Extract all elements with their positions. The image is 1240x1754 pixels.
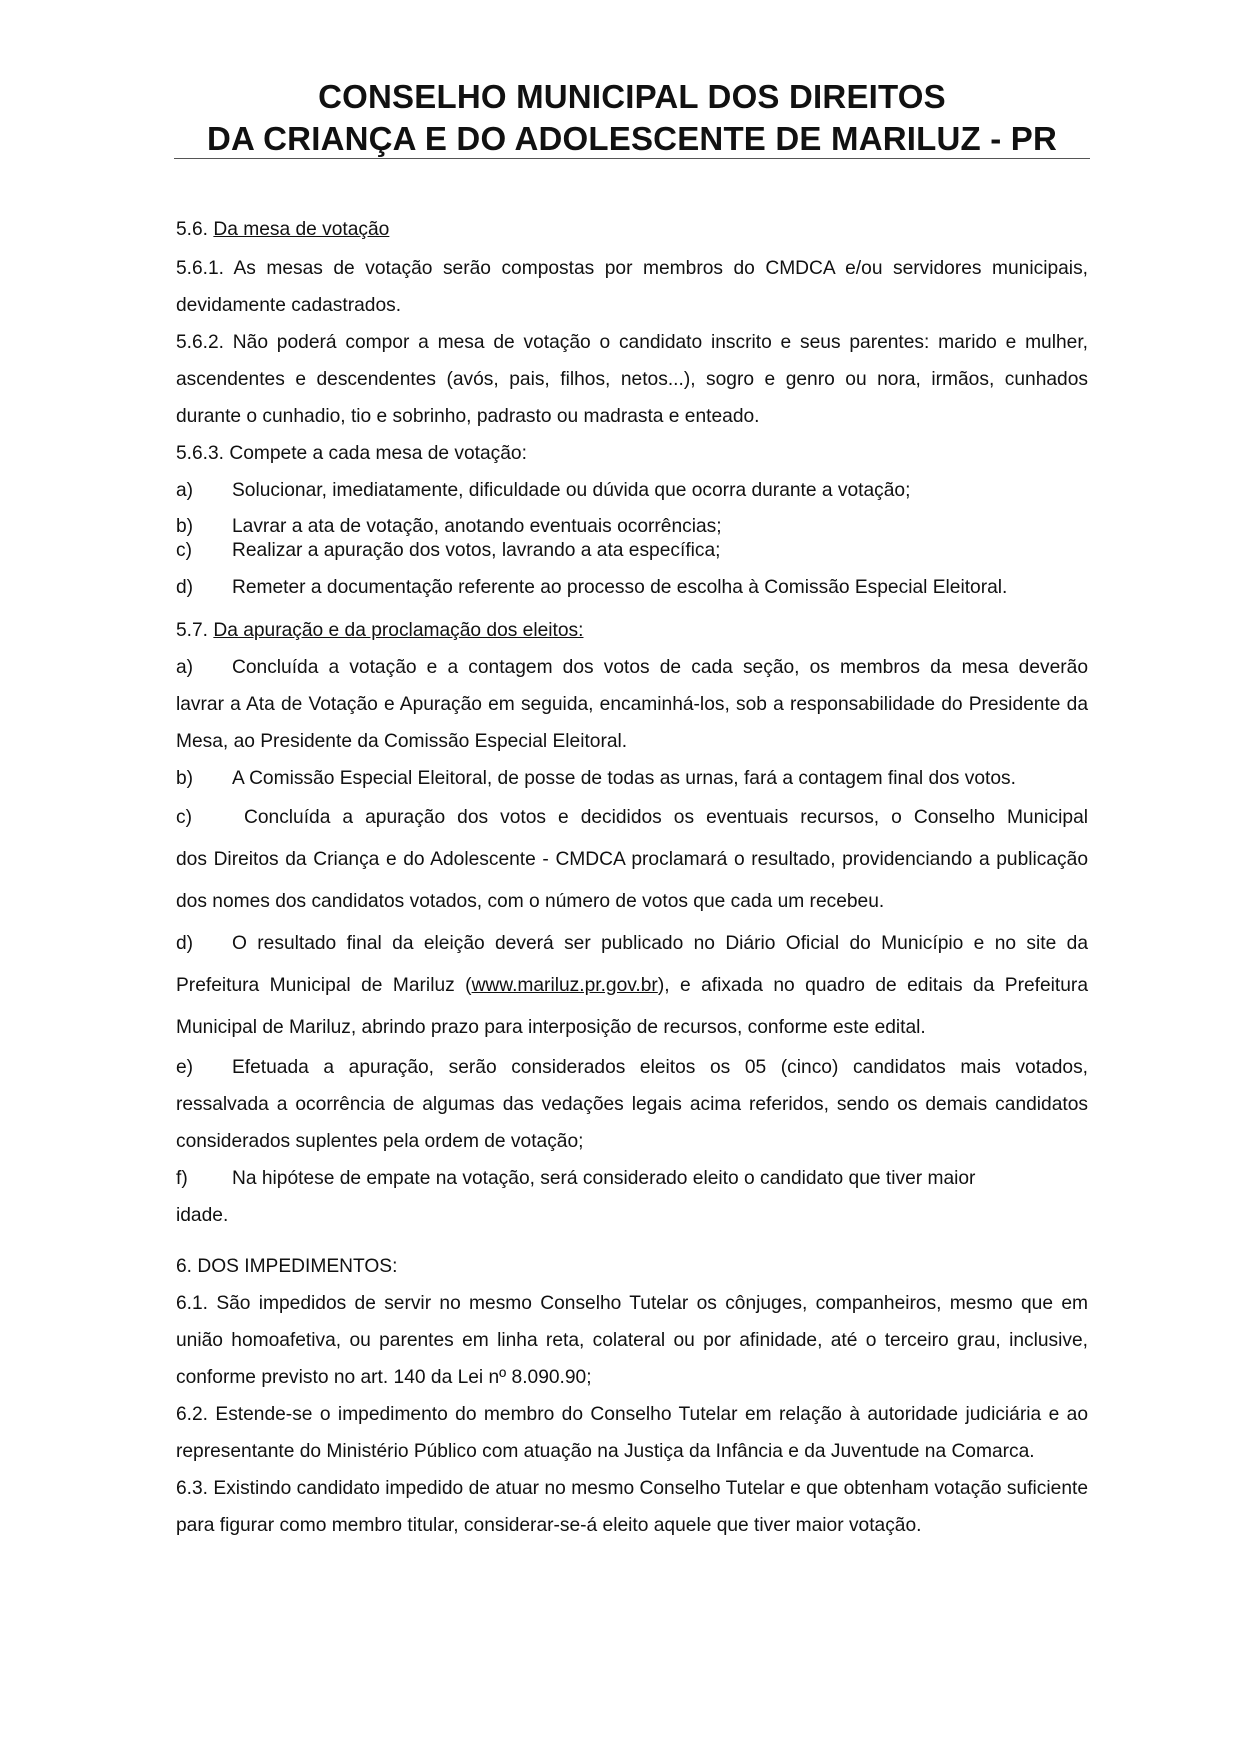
document-header (174, 76, 1090, 160)
list-marker: e) (176, 1057, 194, 1078)
list-marker: c) (176, 540, 192, 561)
item-5-7-a (176, 649, 1088, 760)
section-number: 5.7. (176, 620, 209, 641)
list-item-a (176, 472, 1088, 509)
list-marker: d) (176, 933, 194, 954)
section-5-6-heading (176, 214, 1088, 246)
item-continuation: dos Direitos da Criança e do Adolescente - CMDCA proclamará o resultado, providenciando a publicação dos nomes dos candidatos votados, com o número de votos que cada um recebeu. (176, 849, 1088, 912)
paragraph-6-3: 6.3. Existindo candidato impedido de atuar no mesmo Conselho Tutelar e que obtenham votação suficiente para figurar como membro titular, considerar-se-á eleito aquele que tiver maior votação. (176, 1478, 1088, 1536)
list-item-c (176, 539, 1088, 563)
item-5-7-e (176, 1049, 1088, 1160)
item-continuation: lavrar a Ata de Votação e Apuração em seguida, encaminhá-los, sob a responsabilidade do Presidente da Mesa, ao Presidente da Comissão Especial Eleitoral. (176, 694, 1088, 752)
list-item-b (176, 515, 1088, 539)
item-first-line (176, 1049, 1088, 1086)
item-5-7-b (176, 760, 1088, 797)
paragraph-6-2: 6.2. Estende-se o impedimento do membro do Conselho Tutelar em relação à autoridade judiciária e ao representante do Ministério Público com atuação na Justiça da Infância e da Juventude na Comarca. (176, 1404, 1088, 1462)
paragraph-6-1: 6.1. São impedidos de servir no mesmo Conselho Tutelar os cônjuges, companheiros, mesmo que em união homoafetiva, ou parentes em linha reta, colateral ou por afinidade, até o terceiro grau, inclusive, conforme previsto no art. 140 da Lei nº 8.090.90; (176, 1293, 1088, 1388)
list-marker: c) (176, 807, 192, 828)
item-continuation (176, 965, 1088, 1049)
website-link[interactable]: www.mariluz.pr.gov.br (471, 975, 658, 996)
list-marker: b) (176, 768, 194, 789)
item-first-line (176, 797, 1088, 839)
list-text: Na hipótese de empate na votação, será considerado eleito o candidato que tiver maior (232, 1168, 976, 1189)
item-continuation: ressalvada a ocorrência de algumas das vedações legais acima referidos, sendo os demais candidatos considerados suplentes pela ordem de votação; (176, 1094, 1088, 1152)
paragraph-5-6-3: 5.6.3. Compete a cada mesa de votação: (176, 443, 527, 464)
list-text: Lavrar a ata de votação, anotando eventuais ocorrências; (232, 516, 722, 537)
item-first-line (176, 923, 1088, 965)
item-text-part: ), e afixada no quadro de editais da Prefeitura Municipal de Mariluz, abrindo prazo para interposição de recursos, conforme este edital. (176, 975, 1088, 1038)
item-first-line (176, 1160, 1088, 1197)
item-5-7-c (176, 797, 1088, 923)
header-divider (174, 158, 1090, 159)
list-item-d (176, 569, 1088, 606)
document-body (176, 214, 1088, 1544)
section-title: Da apuração e da proclamação dos eleitos: (213, 620, 584, 641)
list-text: O resultado final da eleição deverá ser publicado no Diário Oficial do Município e no site da (232, 933, 1088, 954)
list-text: Solucionar, imediatamente, dificuldade ou dúvida que ocorra durante a votação; (232, 480, 911, 501)
paragraph-5-6-1: 5.6.1. As mesas de votação serão compostas por membros do CMDCA e/ou servidores municipais, devidamente cadastrados. (176, 258, 1088, 316)
list-text: Efetuada a apuração, serão considerados eleitos os 05 (cinco) candidatos mais votados, (232, 1057, 1088, 1078)
list-text: Realizar a apuração dos votos, lavrando a ata específica; (232, 540, 721, 561)
list-text: A Comissão Especial Eleitoral, de posse de todas as urnas, fará a contagem final dos votos. (232, 768, 1016, 789)
list-marker: f) (176, 1168, 188, 1189)
section-number: 5.6. (176, 219, 209, 240)
paragraph-5-6-2: 5.6.2. Não poderá compor a mesa de votação o candidato inscrito e seus parentes: marido e mulher, ascendentes e descendentes (avós, pais, filhos, netos...), sogro e genro ou nora, irmãos, cunhados durante o cunhadio, tio e sobrinho, padrasto ou madrasta e enteado. (176, 332, 1088, 427)
list-marker: d) (176, 577, 194, 598)
item-5-7-d (176, 923, 1088, 1049)
header-title-line2: DA CRIANÇA E DO ADOLESCENTE DE MARILUZ - PR (206, 120, 1058, 157)
item-text-part: Prefeitura Municipal de Mariluz ( (176, 975, 472, 996)
item-5-7-f (176, 1160, 1088, 1234)
item-first-line (176, 649, 1088, 686)
list-marker: a) (176, 657, 194, 678)
header-title-line1: CONSELHO MUNICIPAL DOS DIREITOS (318, 78, 946, 115)
section-5-7-heading (176, 612, 1088, 649)
list-text: Remeter a documentação referente ao processo de escolha à Comissão Especial Eleitoral. (232, 577, 1008, 598)
item-continuation: idade. (176, 1205, 229, 1226)
section-6-heading: 6. DOS IMPEDIMENTOS: (176, 1256, 398, 1277)
list-marker: a) (176, 480, 194, 501)
list-text: Concluída a apuração dos votos e decididos os eventuais recursos, o Conselho Municipal (244, 807, 1088, 828)
list-text: Concluída a votação e a contagem dos votos de cada seção, os membros da mesa deverão (232, 657, 1088, 678)
list-marker: b) (176, 516, 194, 537)
section-title: Da mesa de votação (213, 219, 390, 240)
